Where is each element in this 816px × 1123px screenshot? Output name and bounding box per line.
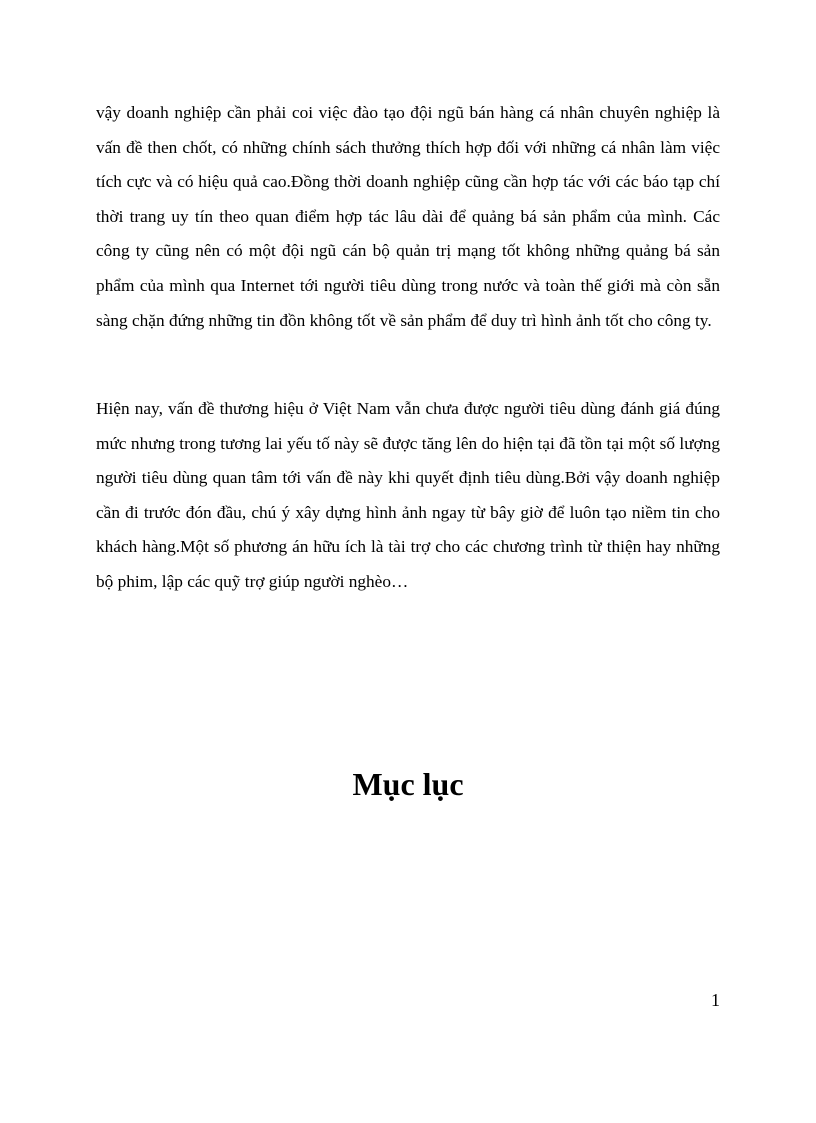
body-paragraph-1: vậy doanh nghiệp cần phải coi việc đào tạo đội ngũ bán hàng cá nhân chuyên nghiệp là vấn đề then chốt, có những chính sách thưởng thích hợp đối với những cá nhân làm việc tích cực và có hiệu quả cao.Đồng thời doanh nghiệp cũng cần hợp tác với các báo tạp chí thời trang uy tín theo quan điểm hợp tác lâu dài để quảng bá sản phẩm của mình. Các công ty cũng nên có một đội ngũ cán bộ quản trị mạng tốt không những quảng bá sản phẩm của mình qua Internet tới người tiêu dùng trong nước và toàn thế giới mà còn sẵn sàng chặn đứng những tin đồn không tốt về sản phẩm để duy trì hình ảnh tốt cho công ty.	[96, 103, 720, 330]
page-number: 1	[711, 990, 720, 1010]
body-paragraph-2: Hiện nay, vấn đề thương hiệu ở Việt Nam vẫn chưa được người tiêu dùng đánh giá đúng mức nhưng trong tương lai yếu tố này sẽ được tăng lên do hiện tại đã tồn tại một số lượng người tiêu dùng quan tâm tới vấn đề này khi quyết định tiêu dùng.Bởi vậy doanh nghiệp cần đi trước đón đầu, chú ý xây dựng hình ảnh ngay từ bây giờ để luôn tạo niềm tin cho khách hàng.Một số phương án hữu ích là tài trợ cho các chương trình từ thiện hay những bộ phim, lập các quỹ trợ giúp người nghèo…	[96, 399, 720, 591]
table-of-contents-heading: Mục lục	[352, 766, 464, 802]
